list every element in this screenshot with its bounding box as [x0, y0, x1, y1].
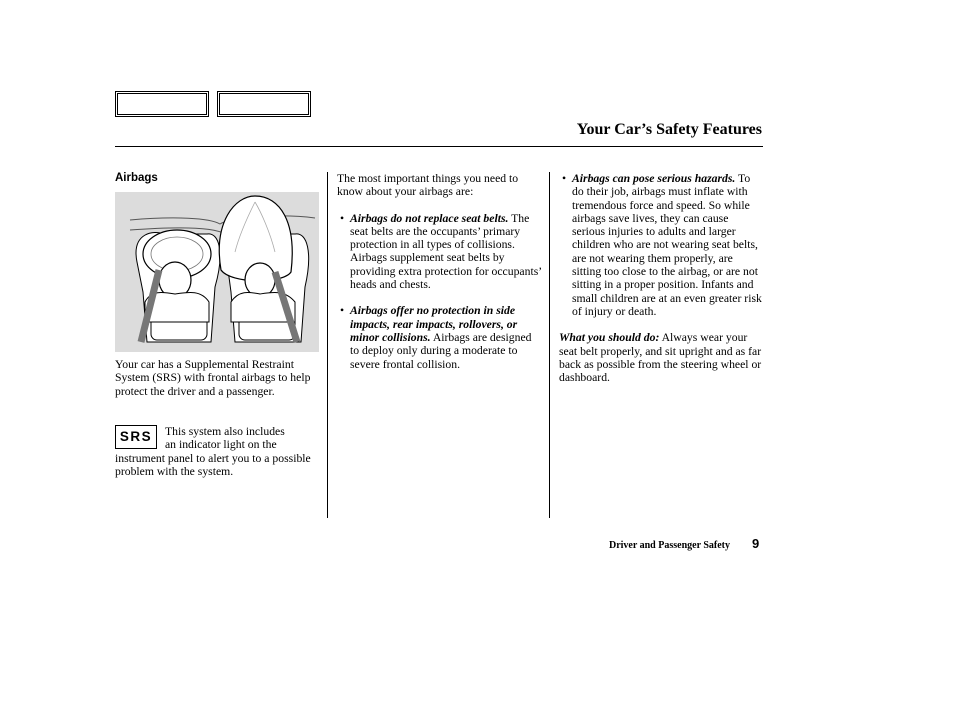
advice-text: Always wear your seat belt properly, and sit upright and as far back as possible from the steering wheel or dashboard.: [559, 331, 762, 385]
bullet-emphasis: Airbags can pose serious hazards.: [572, 172, 736, 185]
bullet-text: The seat belts are the occupants’ primary protection in all types of collisions. Airbags supplement seat belts by providing extra protection for occupants’ heads and chests.: [350, 211, 542, 292]
column-divider-1: [327, 172, 328, 518]
srs-indicator-icon: SRS: [115, 425, 157, 449]
bullet-item: [559, 172, 764, 318]
page-title: Your Car’s Safety Features: [576, 121, 762, 138]
srs-indicator-text: [115, 425, 321, 478]
footer-section-label: Driver and Passenger Safety: [608, 540, 730, 551]
srs-text-rest: instrument panel to alert you to a possible problem with the system.: [115, 451, 311, 478]
bullet-emphasis: Airbags offer no protection in side impacts, rear impacts, rollovers, or minor collisions.: [350, 304, 518, 344]
header-rule: [115, 146, 763, 147]
advice-paragraph: [559, 331, 764, 384]
airbag-illustration-drawing: [115, 192, 319, 352]
bullet-dot: •: [562, 172, 567, 185]
column-1: [115, 172, 321, 186]
airbag-illustration: [115, 192, 319, 352]
key-points-intro: The most important things you need to know about your airbags are:: [337, 172, 519, 199]
srs-text-line-1: This system also includes: [165, 425, 285, 438]
section-heading: Airbags: [115, 172, 158, 184]
intro-block: [115, 358, 321, 398]
advice-label: What you should do:: [559, 331, 660, 345]
bullet-text: Airbags are designed to deploy only during a moderate to severe frontal collision.: [350, 330, 532, 371]
bullet-text: To do their job, airbags must inflate with tremendous force and speed. So while airbags save lives, they can cause serious injuries to adults and larger children who are not wearing seat belts, are not wearing them properly, are sitting too close to the airbag, or are not sitting in a proper position. Infants and small children are at an even greater risk of injury or death.: [572, 172, 762, 318]
bullet-item: [337, 212, 542, 292]
bullet-emphasis: Airbags do not replace seat belts.: [350, 211, 509, 225]
bullet-dot: •: [340, 304, 345, 318]
nav-tab-box-2[interactable]: [217, 91, 311, 117]
srs-text-line-2: an indicator light on the: [165, 438, 277, 452]
column-2: [337, 172, 542, 371]
bullet-item: [337, 304, 542, 370]
srs-intro-paragraph: Your car has a Supplemental Restraint System (SRS) with frontal airbags to help protect the driver and a passenger.: [115, 358, 311, 398]
column-3: [559, 172, 764, 384]
page-number: 9: [752, 536, 760, 551]
bullet-dot: •: [340, 211, 345, 225]
nav-tab-box-1[interactable]: [115, 91, 209, 117]
column-divider-2: [549, 172, 550, 518]
